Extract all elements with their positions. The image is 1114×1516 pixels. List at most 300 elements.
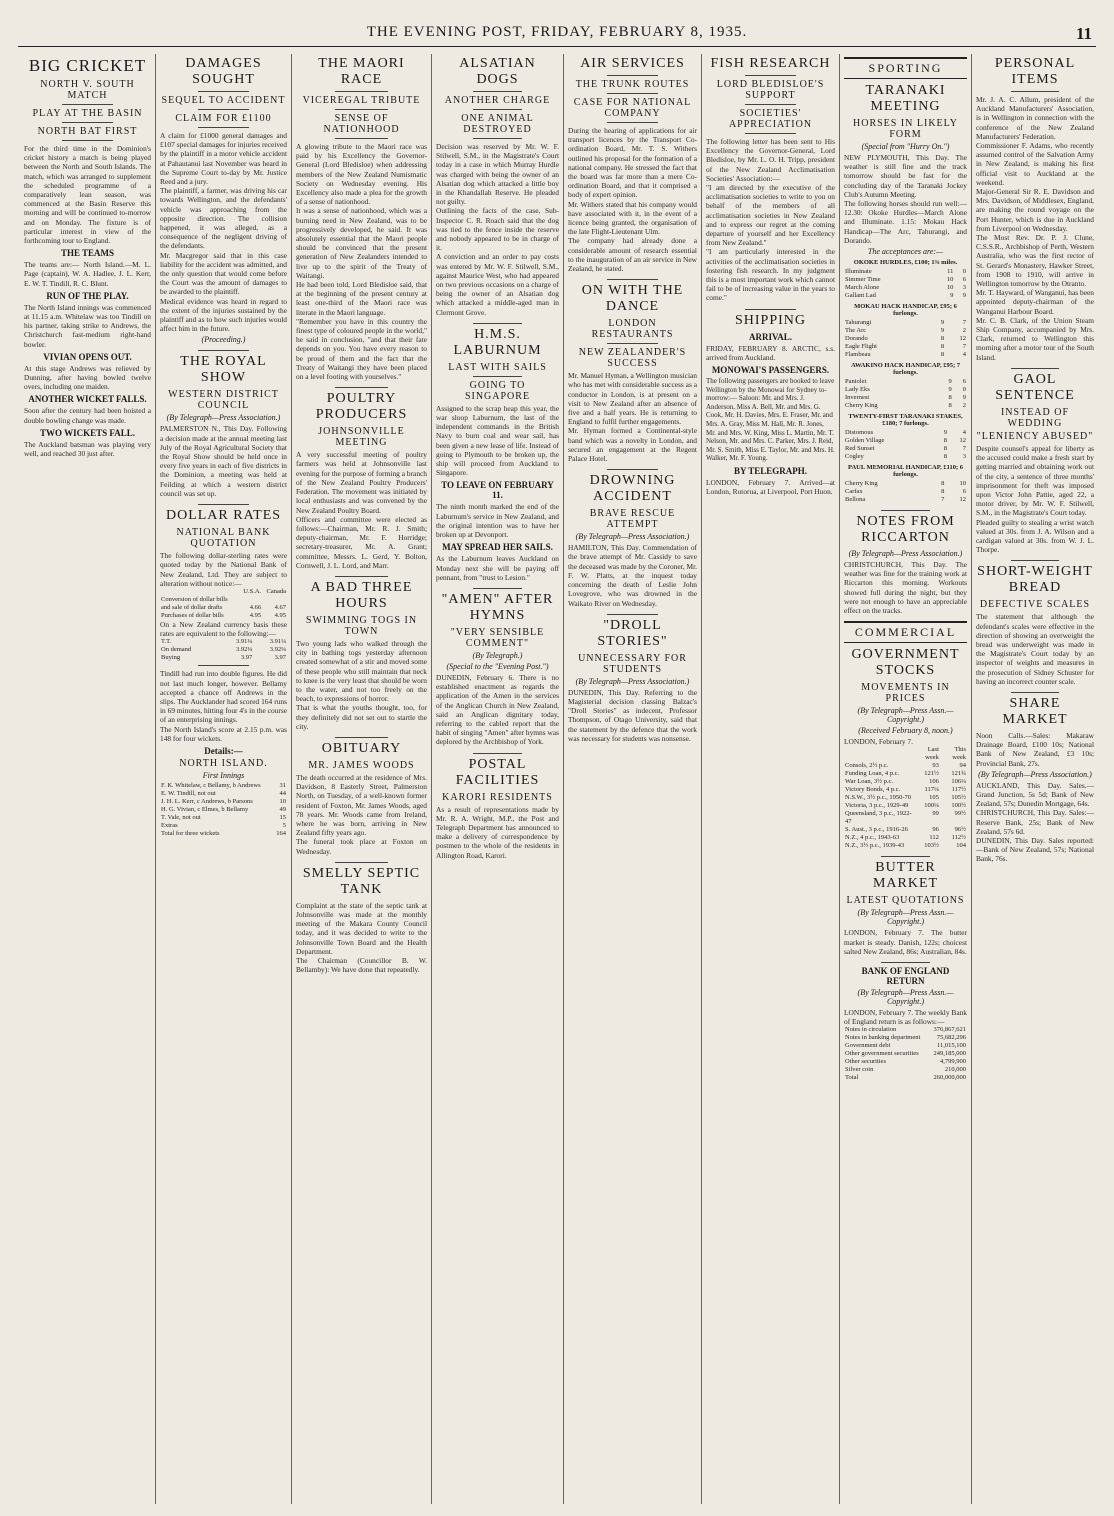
table-cell: 6 [962,378,966,386]
table-cell [844,746,913,762]
table-cell: 8 [940,335,945,343]
table-cell: E. W. Tindill, not out [161,789,216,797]
table-cell: 10 [959,480,966,488]
table-cell: 8 [941,480,945,488]
table-row [160,612,287,620]
divider [881,962,930,963]
body-text: FRIDAY, FEBRUARY 8. ARCTIC, s.s. arrived from Auckland. [706,343,835,362]
table-cell [160,588,239,596]
body-text: The statement that although the defendant's scales were effective in the direction of showing an overweight the bread was underweight was made in the Magistrate's Court today by an inspector of weights and measures in the prosecution of Sidney Schuster for having an incorrect counter scale. [976,612,1094,686]
headline: BUTTER MARKET [872,860,939,892]
table-cell: Buying [161,654,181,662]
article-bank-of-england [844,962,967,1082]
body-text: Tindill had run into double figures. He did not last much longer, however. Bellamy accepted a chance off Andrews in the slips. The Aucklander had scored 164 runs in 69 minutes, hitting four 4's in the course of an enterprising innings. [160,669,287,725]
subheadline: ONE ANIMAL DESTROYED [461,113,534,135]
table-cell: Funding Loan, 4 p.c. [845,770,900,778]
table-cell: 8 [941,488,945,496]
headline: ON WITH THE DANCE [581,283,684,315]
body-text: HAMILTON, This Day. Commendation of the brave attempt of Mr. Cassidy to save the deceased was made by the Coroner, Mr. F. W. Platts, at the inquest today concerning the death of Leslie John Lovegrove, who was drowned in the Waikato River on Wednesday. [568,543,697,608]
body-text: AUCKLAND, This Day. Sales.—Grand Junction, 5s 5d; Bank of New Zealand, 57s; Dunedin Mortgage, 64s. [976,780,1094,809]
table-row [844,802,967,810]
article-butter-market [844,856,967,956]
subheadline: KARORI RESIDENTS [442,791,553,803]
table-cell: N.S.W., 3½ p.c., 1950-70 [845,794,912,802]
body-text: On a New Zealand currency basis these rates are equivalent to the following:— [160,619,287,639]
article-on-with-the-dance [568,279,697,463]
table-row [160,604,287,612]
divider [473,323,522,324]
subheadline: JOHNSONVILLE MEETING [318,426,405,449]
divider [745,104,797,105]
body-text: The Chairman (Councillor B. W. Bellamby): We have done that repeatedly. [296,956,427,975]
table-cell: Total for three wickets [161,829,220,837]
article-government-stocks [844,647,967,850]
headline: PERSONAL ITEMS [994,56,1076,87]
table-cell: 4.66 [249,603,262,611]
table-cell: Gallant Lad [845,292,876,300]
headline: FISH RESEARCH [710,56,831,71]
table-cell: Conversion of dollar bills [161,595,228,603]
table-cell: 9 [940,327,945,335]
body-text: The company had already done a considerable amount of research essential to the inauguration of an air service in New Zealand, he stated. [568,236,697,274]
section-heading: THE TEAMS [60,248,115,259]
headline: DAMAGES SOUGHT [185,56,262,87]
body-text: LONDON, February 7. Arrived—at London, Rotorua, at Liverpool, Port Huon. [706,478,835,497]
byline: (Special from "Hurry On.") [861,142,950,151]
body-text: Soon after the century had been hoisted a double bowling change was made. [24,406,151,425]
headline: SHORT-WEIGHT BREAD [977,564,1093,596]
body-text: Assigned to the scrap heap this year, the war sloop Laburnum, the last of the independent commands in the British Navy to burn coal and wear sail, has been given a new lease of life. Instead of going to Plymouth to be broken up, the ship will proceed from Auckland to Singapore. [436,403,559,478]
table-cell: 121½ [924,770,939,778]
table-row [844,480,967,488]
table-cell: Distomous [845,429,874,437]
divider [198,350,249,351]
byline: (By Telegraph—Press Assn.—Copyright.) [857,706,954,725]
body-text: LONDON, February 7. The weekly Bank of England return is as follows:— [844,1008,967,1027]
table-row [844,786,967,794]
table-row [844,762,967,770]
section-heading: Details:— [204,745,243,756]
headline: A BAD THREE HOURS [310,579,413,611]
race-name: AWAKINO HACK HANDICAP, £95; 7 furlongs. [850,362,960,377]
table-cell: March Alone [845,284,880,292]
divider [745,133,797,134]
table-cell: Flambeau [845,351,871,359]
table-cell: 112½ [951,834,966,842]
table-cell: 249,185,000 [933,1050,966,1058]
subheadline: VICEREGAL TRIBUTE [302,95,421,106]
bank-return-table [844,1026,967,1082]
table-row [844,1026,967,1034]
divider [473,588,522,589]
table-row [844,445,967,453]
table-cell: 4 [962,351,966,359]
table-row [844,826,967,834]
body-text: Pleaded guilty to stealing a wrist watch valued at 30s. from J. A. Wilson and a cardigan valued at 30s. from W. J. L. Thorpe. [976,517,1094,555]
masthead [18,24,1096,47]
table-cell: 106¼ [951,778,966,786]
table-cell: 3.97 [240,654,253,662]
table-cell: Invernest [845,394,870,402]
subheadline: INSTEAD OF WEDDING [1000,406,1070,429]
table-header-row [844,746,967,762]
divider [198,109,249,110]
table-cell [262,596,287,604]
body-text: Outlining the facts of the case, Sub-Inspector C. R. Roach said that the dog was tied to the fence inside the reserve and nobody appeared to be in charge of it. [436,206,559,253]
subheadline: LORD BLEDISLOE'S SUPPORT [716,79,825,101]
table-cell: Consols, 2½ p.c. [845,762,889,770]
subheadline: DEFECTIVE SCALES [979,599,1091,611]
subheadline: MOVEMENTS IN PRICES [861,682,950,705]
article-amen-after-hymns [436,588,559,747]
subheadline: NORTH ISLAND. [179,757,268,769]
subheadline: ANOTHER CHARGE [444,95,551,106]
table-header-row [160,588,287,596]
divider [473,138,522,139]
article-maori-race [296,56,427,381]
byline: (By Telegraph—Press Association.) [848,549,963,559]
table-cell: War Loan, 3½ p.c. [845,778,894,786]
table-cell: F. K. Whitelaw, c Bellamy, b Andrews [161,781,261,789]
table-cell: 4,799,900 [940,1058,966,1066]
subheadline: CASE FOR NATIONAL COMPANY [573,97,692,119]
table-cell: Canada [266,587,286,595]
table-cell: T. Vale, not out [161,813,201,821]
table-cell: Notes in circulation [845,1026,897,1034]
body-text: "I am particularly interested in the activities of the acclimatisation societies in fostering fish research. In my judgment this is a most important work which cannot fail to be of increasing value in the years to come." [706,247,835,303]
subheadline: NORTH V. SOUTH MATCH [40,79,135,101]
section-heading: BY TELEGRAPH. [733,466,807,476]
table-cell: 10 [946,284,954,292]
byline: (By Telegraph.) [472,650,523,660]
headline: "AMEN" AFTER HYMNS [441,591,554,623]
race-entries-table [844,480,967,504]
table-cell: 104 [956,842,966,850]
table-cell: Extras [161,821,178,829]
table-cell: 9 [940,319,945,327]
table-cell: 103½ [924,842,939,850]
body-text: Major-General Sir R. E. Davidson and Mrs. Davidson, of Middlesex, England, are making the round voyage on the Port Hunter, which is due in Auckland from Liverpool on Wednesday. [976,187,1094,233]
table-cell: Carfax [845,488,863,496]
article-postal-facilities [436,753,559,860]
table-cell: 3.92¼ [269,646,286,654]
table-row [160,638,287,646]
table-cell: 9 [943,429,948,437]
table-row [844,770,967,778]
body-text: The following dollar-sterling rates were quoted today by the National Bank of New Zealand, Ltd. They are subject to alteration without notice:— [160,551,287,588]
article-short-weight-bread [976,560,1094,686]
proceeding-note: (Proceeding.) [201,335,246,345]
column-2 [156,54,292,1504]
table-row [844,1066,967,1074]
table-cell: Cherry King [845,480,878,488]
table-cell: Other government securities [845,1050,919,1058]
subheadline: SEQUEL TO ACCIDENT [161,95,286,106]
body-text: A claim for £1000 general damages and £107 special damages for injuries received by the plaintiff in a motor vehicle accident at Pahautanui last November was heard in the Supreme Court to-day by Mr. Justice Reed and a jury. [160,131,287,187]
column-7 [840,54,972,1504]
table-cell: Purchases of dollar bills [161,611,224,619]
table-cell: 8 [943,445,948,453]
subheadline: SWIMMING TOGS IN TOWN [305,614,418,637]
table-cell: Last week [925,746,939,762]
table-row [844,453,967,461]
headline: OBITUARY [321,740,402,756]
body-text: The Most Rev. Dr. P. J. Clune, C.S.S.R., Archbishop of Perth, Western Australia, who was the first rector of St. Gerard's Monastery, Hawker Street, from 1908 to 1910, will arrive in Wellington tomorrow by the Otranto. [976,233,1094,289]
article-fish-research [706,56,835,303]
article-alsatian-dogs [436,56,559,317]
table-cell: S. Aust., 3 p.c., 1916-26 [845,826,908,834]
body-text: A conviction and an order to pay costs was entered by Mr. W. F. Stilwell, S.M., against Maurice West, who had appeared on two previous occasions on a charge of being the owner of an Alsatian dog which attacked a middle-aged man in Clermont Grove. [436,252,559,317]
divider [1011,692,1058,693]
table-row [844,778,967,786]
subheadline: GOING TO SINGAPORE [464,379,531,402]
subheadline: PLAY AT THE BASIN [32,108,143,119]
body-text: LONDON, February 7. The butter market is steady. Danish, 122s; choicest salted New Zealand, 86s; Australian, 84s. [844,928,967,956]
divider [335,387,387,388]
byline: (By Telegraph—Press Assn.—Copyright.) [857,988,954,1007]
table-cell: 6 [962,276,966,284]
race-entries-table [844,319,967,359]
stocks-table [844,746,967,850]
article-share-market [976,692,1094,864]
body-text: Commissioner F. Adams, who recently assumed control of the Salvation Army in New Zealand, is making his first official visit to Auckland at the weekend. [976,141,1094,187]
table-cell: 4.95 [274,611,286,619]
subheadline: SENSE OF NATIONHOOD [323,113,400,135]
body-text: At this stage Andrews was relieved by Dunning, after having bowled twelve overs, including one maiden. [24,363,151,392]
table-cell: 117¼ [924,786,939,794]
race-entries-table [844,268,967,300]
column-8 [972,54,1098,1504]
table-cell: 12 [959,335,966,343]
divider [473,109,522,110]
passenger-list: The following passengers are booked to leave Wellington by the Monowai for Sydney to-morrow:— Saloon: Mr. and Mrs. J. Anderson, Miss A. Bell, Mr. and Mrs. G. Cook, Mr. H. Davies, Mrs. E. Fraser, Mr. and Mrs. A. Gray, Miss M. Hall, Mr. R. Jones, Mr. and Mrs. W. King, Miss L. Martin, Mr. T. Nelson, Mr. and Mrs. C. Parker, Mrs. J. Reid, Mr. S. Smith, Miss E. Taylor, Mr. and Mrs. H. Walker, Mr. F. Young. [706,377,835,463]
subheadline: WESTERN DISTRICT COUNCIL [168,389,279,412]
table-row [844,268,967,276]
table-row [160,822,287,830]
section-heading: MONOWAI'S PASSENGERS. [711,365,830,376]
race-list [844,259,967,504]
masthead-title: THE EVENING POST, FRIDAY, FEBRUARY 8, 1935. [366,24,748,40]
table-cell: 3 [962,453,966,461]
table-cell: 4 [962,429,966,437]
headline: GAOL SENTENCE [995,371,1075,403]
subheadline: BRAVE RESCUE ATTEMPT [589,508,676,531]
article-notes-riccarton [844,510,967,615]
byline: (By Telegraph—Press Association.) [166,413,281,423]
article-shipping [706,309,835,497]
section-heading: ANOTHER WICKET FALLS. [28,394,147,405]
headline: POSTAL FACILITIES [455,756,540,788]
body-text: The plaintiff, a farmer, was driving his car towards Wellington, and the defendants' vehicle was approaching from the opposite direction. The collision happened, it was alleged, as a consequence of the negligent driving of the defendants. [160,186,287,251]
divider [745,309,797,310]
table-cell: 8 [943,453,948,461]
table-cell: Dorando [845,335,868,343]
table-cell: 93 [932,762,939,770]
body-text: He had been told, Lord Bledisloe said, that at the beginning of the present century at least one-third of the Maori race was literate in the Maori language. [296,280,427,317]
table-cell: Cherry King [845,402,878,410]
table-row [844,429,967,437]
divider [881,510,930,511]
table-cell: 6 [962,488,966,496]
subheadline: SOCIETIES' APPRECIATION [728,108,813,130]
column-4 [432,54,564,1504]
divider [1011,368,1058,369]
divider [198,665,249,666]
divider [62,122,113,123]
divider [62,140,113,141]
table-cell: 117½ [951,786,966,794]
body-text: PALMERSTON N., This Day. Following a decision made at the annual meeting last July of the Royal Agricultural Society that the Royal Show should be held once in every five years in each of five districts in the Dominion, a meeting was held at Feilding at which a western district council was set up. [160,424,287,498]
table-cell [239,596,262,604]
body-text: "I am directed by the executive of the acclimatisation societies to write to you on behalf of the members of all acclimatisation societies in New Zealand and to express our regret at the coming departure of yourself and her Excellency from New Zealand." [706,183,835,248]
body-text: It was a sense of nationhood, which was a burning need in New Zealand, was to be progressively developed, he said. It was absolutely essential that the Maori people should be convinced that the present generation of New Zealanders intended to live up to the spirit of the Treaty of Waitangi. [296,206,427,280]
headline: AIR SERVICES [580,56,685,71]
table-row [844,1058,967,1066]
table-row [844,284,967,292]
table-cell: 96 [932,826,939,834]
headline: ALSATIAN DOGS [459,56,536,87]
body-text: The Auckland batsman was playing very well, and reached 30 just after. [24,439,151,459]
table-row [844,1074,967,1082]
column-6 [702,54,840,1504]
table-row [160,806,287,814]
divider [607,614,659,615]
section-heading: TO LEAVE ON FEBRUARY 11. [441,480,554,501]
article-gaol-sentence [976,368,1094,554]
race-entries-table [844,429,967,461]
section-banner-sporting: SPORTING [844,57,967,79]
body-text: Mr. J. A. C. Allum, president of the Auckland Manufacturers' Association, is in Wellington in connection with the conference of the New Zealand Manufacturers' Federation. [976,95,1094,141]
table-row [844,834,967,842]
table-cell: 121¾ [951,770,966,778]
divider [607,122,659,123]
body-text: That is what the youths thought, too, for they definitely did not set out to startle the city. [296,703,427,731]
body-text: As the Laburnum leaves Auckland on Monday next she will be paying off pennant, from "trust to Lesion." [436,554,559,582]
divider [1011,560,1058,561]
page-number: 11 [1075,24,1092,43]
race-name: MOKAU HACK HANDICAP, £95; 6 furlongs. [854,303,957,318]
table-cell: Other securities [845,1058,886,1066]
table-row [844,496,967,504]
body-text: A glowing tribute to the Maori race was paid by his Excellency the Governor-General (Lord Bledisloe) when addressing members of the New Zealand Numismatic Society on Wednesday evening. His Excellency also made a plea for the growth of a sense of nationhood. [296,142,427,207]
byline: (By Telegraph—Press Association.) [978,769,1092,779]
scorecard-table [160,782,287,838]
table-cell: Illuminate [845,268,872,276]
divider [607,469,659,470]
table-cell: 7 [941,496,945,504]
table-cell: 164 [276,829,286,837]
table-cell: Golden Village [845,437,885,445]
byline: (By Telegraph—Press Assn.—Copyright.) [857,908,954,927]
divider [62,104,113,105]
table-row [160,646,287,654]
divider [473,91,522,92]
table-row [844,1034,967,1042]
table-cell: 75,682,296 [936,1034,966,1042]
divider [198,91,249,92]
headline: THE ROYAL SHOW [180,354,267,386]
table-cell: 210,000 [944,1066,966,1074]
table-cell: N.Z., 3½ p.c., 1939-43 [845,842,905,850]
section-banner-commercial: COMMERCIAL [844,621,967,643]
table-cell: 3.91¼ [235,638,253,646]
table-cell: U.S.A. [243,587,262,595]
table-cell: 7 [962,343,966,351]
table-cell: 15 [279,813,286,821]
table-cell: This week [952,746,966,762]
column-3 [292,54,432,1504]
table-cell: 0 [962,268,966,276]
table-cell: 11 [947,268,954,276]
divider [607,279,659,280]
table-cell: J. H. L. Kerr, c Andrews, b Parsons [161,797,253,805]
divider [335,109,387,110]
table-total-row [160,830,287,838]
headline: BANK OF ENGLAND RETURN [861,966,950,987]
table-cell: N.Z., 4 p.c., 1943-63 [845,834,900,842]
race-name: TWENTY-FIRST TARANAKI STAKES, £180; 7 furlongs. [848,413,963,428]
headline: DOLLAR RATES [165,508,282,524]
subheadline: NATIONAL BANK QUOTATION [176,527,271,550]
subheadline: "LENIENCY ABUSED" [976,430,1094,442]
subheadline: UNNECESSARY FOR STUDENTS [578,652,687,675]
table-cell: 5 [282,821,286,829]
body-text: LONDON, February 7. [844,737,913,747]
subheadline: LAST WITH SAILS [448,361,547,373]
divider [473,753,522,754]
article-drowning-accident [568,469,697,607]
body-text: The ninth month marked the end of the Laburnum's service in New Zealand, and the original intention was to have her broken up at Devonport. [436,502,559,540]
article-dollar-rates [160,504,287,838]
table-cell: 105½ [951,794,966,802]
table-cell: Total [845,1074,859,1082]
table-row [844,343,967,351]
article-taranaki-meeting [844,83,967,504]
section-heading: RUN OF THE PLAY. [46,290,129,301]
divider [745,75,797,76]
table-cell: 3.92¼ [235,646,253,654]
table-cell: 44 [279,789,286,797]
subheadline: MR. JAMES WOODS [308,759,415,771]
section-heading: MAY SPREAD HER SAILS. [442,542,553,553]
table-row [844,327,967,335]
divider [335,576,387,577]
table-cell: and sale of dollar drafts [161,603,223,611]
table-cell: 99½ [954,810,966,818]
article-droll-stories [568,614,697,743]
table-cell: 0 [962,386,966,394]
table-cell: 96½ [954,826,966,834]
article-poultry-producers [296,387,427,570]
table-cell: Government debt [845,1042,891,1050]
table-cell: 7 [962,319,966,327]
table-cell: Paniolet [845,378,867,386]
body-text: CHRISTCHURCH, This Day. The weather was fine for the training work at Riccarton this morning. Workouts showed full during the night, but they were not enough to have an appreciable effect on the tracks. [844,560,967,616]
byline: (Special to the "Evening Post.") [446,661,549,671]
dollar-rates-nz-table [160,638,287,662]
table-cell: 8 [940,343,945,351]
article-big-cricket [24,56,151,458]
body-text: Mr. Hyman formed a Continental-style band which was a novelty in London, and secured an engagement at the Regent Palace Hotel. [568,426,697,464]
body-text: The following letter has been sent to His Excellency the Governor-General, Lord Bledisloe, by Mr. L. O. H. Tripp, president of the New Zealand Acclimatisation Societies' Association:— [706,137,835,183]
acceptances-heading: The acceptances are:— [867,247,944,257]
table-cell: Silver coin [845,1066,874,1074]
body-text: Complaint at the state of the septic tank at Johnsonville was made at the monthly meeting of the Makara County Council today, and it was decided to write to the Johnsonville Town Board and the Health Department. [296,900,427,956]
subheadline: LATEST QUOTATIONS [846,895,965,907]
body-text: As a result of representations made by Mr. R. A. Wright, M.P., the Post and Telegraph Department has announced to make a delivery of correspondence by postmen to the whole of the residents in Allington Road, Karori. [436,804,559,860]
body-text: The North Island's score at 2.15 p.m. was 148 for four wickets. [160,724,287,743]
body-text: For the third time in the Dominion's cricket history a match is being played between the North and South Islands. The match, which was arranged to supplement the scheduled programme of a comparatively lean season, was commenced at the Basin Reserve this morning and will be continued to-morrow and on Monday. The fixture is of particular interest in view of the forthcoming tour to England. [24,144,151,246]
